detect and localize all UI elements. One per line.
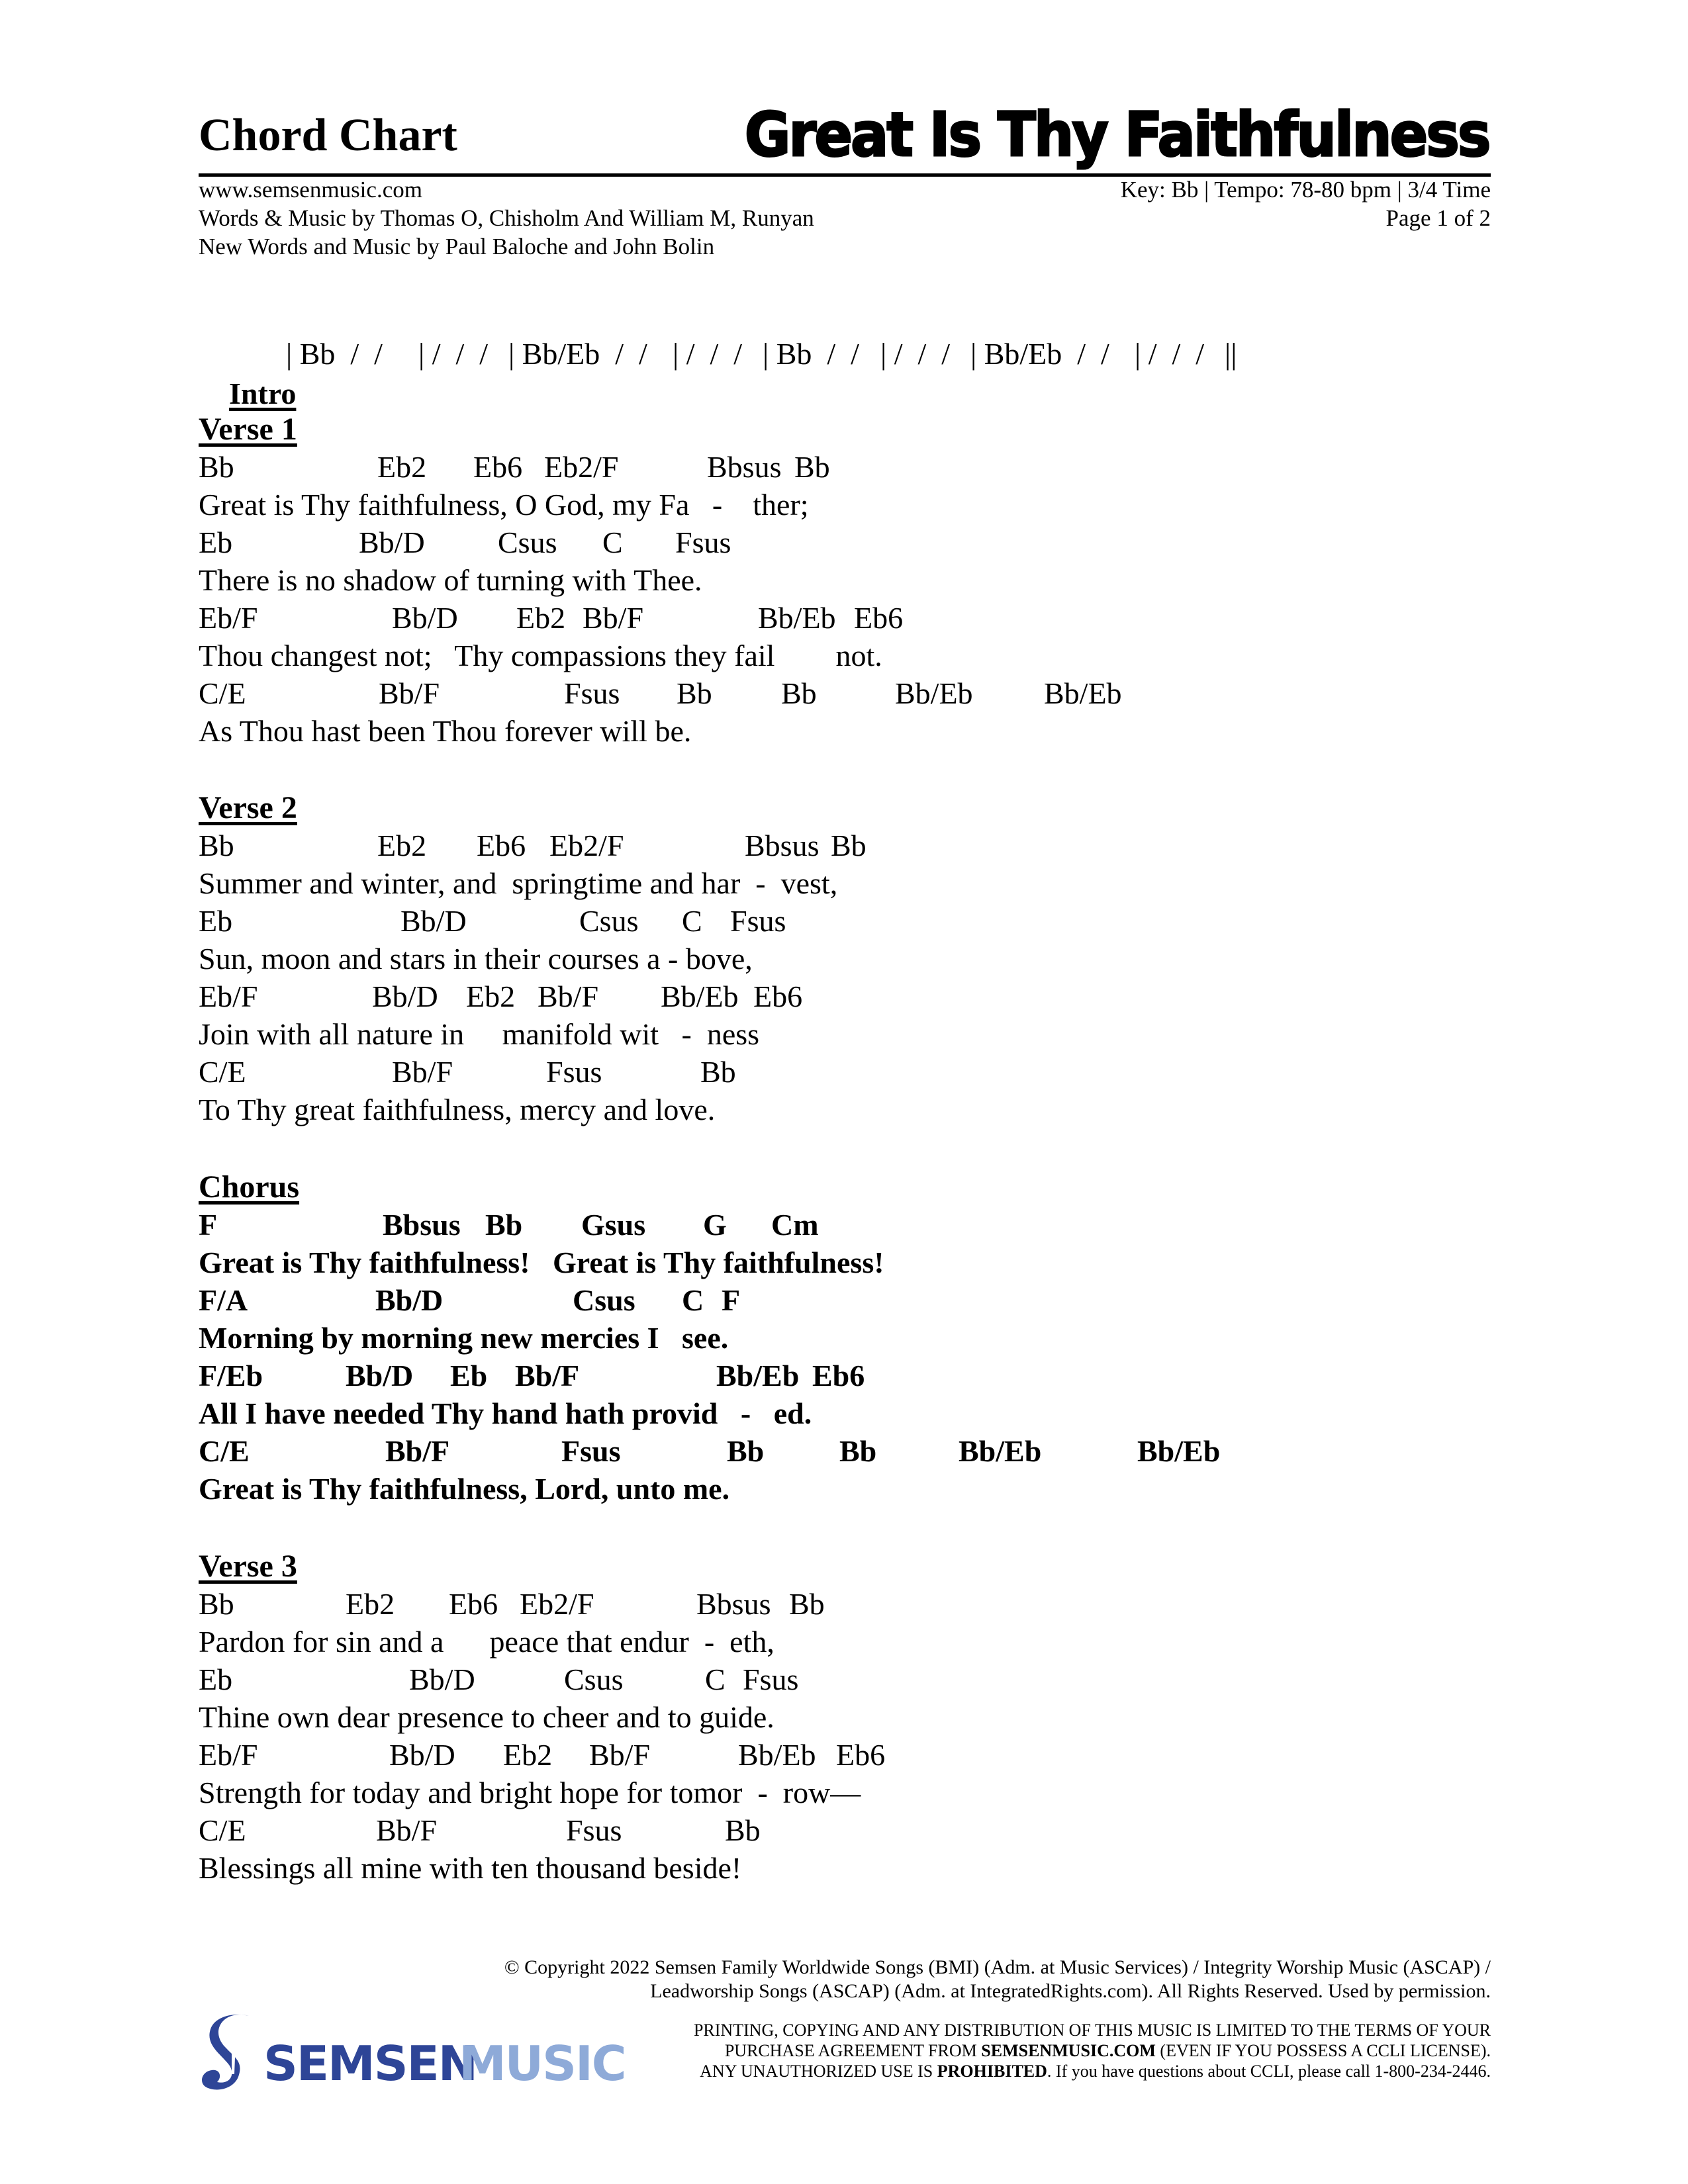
section-label: Verse 2 <box>199 790 297 825</box>
lyric-line: To Thy great faithfulness, mercy and love. <box>199 1093 716 1126</box>
chord: Fsus <box>561 1434 621 1468</box>
chord: Csus <box>498 525 557 559</box>
chord-row <box>199 1661 861 1698</box>
chord: Fsus <box>743 1662 799 1696</box>
lyric-line: There is no shadow of turning with Thee. <box>199 563 702 597</box>
chord: C <box>602 525 623 559</box>
chord: F <box>199 1208 218 1242</box>
chord: Bb/Eb <box>738 1738 816 1772</box>
chord: Csus <box>573 1283 635 1317</box>
chord: Eb6 <box>812 1359 865 1392</box>
chord: C <box>682 1283 704 1317</box>
chord: Bb/F <box>583 601 644 635</box>
lyric-line: Thine own dear presence to cheer and to guide. <box>199 1700 774 1734</box>
chord: Bb/Eb <box>1044 676 1122 710</box>
chord-row <box>199 1811 861 1849</box>
chord: Eb2 <box>346 1587 395 1621</box>
prohibited-emphasis: PROHIBITED <box>937 2062 1047 2081</box>
chord: Bbsus <box>383 1208 461 1242</box>
legal-line-3-text: ANY UNAUTHORIZED USE IS <box>700 2062 937 2081</box>
lyric-line: Blessings all mine with ten thousand beside! <box>199 1851 742 1885</box>
chord-row <box>199 902 837 940</box>
chord: Bb/Eb <box>1137 1434 1221 1468</box>
intro-measure: | Bb/Eb / / <box>970 337 1109 371</box>
legal-line-1: PRINTING, COPYING AND ANY DISTRIBUTION OF THIS MUSIC IS LIMITED TO THE TERMS OF YOUR <box>693 2021 1491 2040</box>
intro-measure: | / / / <box>880 337 951 371</box>
chord-row <box>199 1585 861 1623</box>
lyric-line: Great is Thy faithfulness, Lord, unto me. <box>199 1472 730 1506</box>
chord: Bb/D <box>409 1662 475 1696</box>
chord: Eb2/F <box>549 829 624 862</box>
key-tempo-time: Key: Bb | Tempo: 78-80 bpm | 3/4 Time <box>1120 177 1491 203</box>
chord-row <box>199 1281 884 1319</box>
chord: Eb6 <box>449 1587 498 1621</box>
chord: Fsus <box>730 904 786 938</box>
semsen-music-logo[interactable] <box>197 2011 626 2097</box>
section-label-intro: Intro <box>229 377 297 410</box>
legal-line-3-text-end: . If you have questions about CCLI, please call 1-800-234-2446. <box>1047 2062 1491 2081</box>
intro-measure: | Bb / / <box>763 337 859 371</box>
chord: Bb <box>727 1434 765 1468</box>
lyric-line: Morning by morning new mercies I see. <box>199 1321 729 1355</box>
chord: Gsus <box>581 1208 646 1242</box>
chord: Bb <box>831 829 867 862</box>
chord-row <box>199 827 867 864</box>
legal-line-2-text: PURCHASE AGREEMENT FROM <box>724 2041 982 2060</box>
chord: Bb <box>781 676 817 710</box>
chord-row <box>199 599 904 637</box>
chord: Eb <box>199 904 233 938</box>
chord: Eb <box>450 1359 488 1392</box>
section-verse-3 <box>199 1547 886 1887</box>
lyric-line: Join with all nature in manifold wit - ness <box>199 1017 760 1051</box>
chord: Bb/Eb <box>661 979 739 1013</box>
chord: Bb/F <box>589 1738 651 1772</box>
chord: Bbsus <box>696 1587 771 1621</box>
chord: Eb/F <box>199 979 258 1013</box>
website-link[interactable]: www.semsenmusic.com <box>199 177 422 203</box>
chord: Bb/Eb <box>758 601 836 635</box>
logo-word-semsen: SEMSEN <box>263 2036 477 2091</box>
intro-measure: | Bb / / <box>286 337 383 371</box>
chord: Bb <box>789 1587 825 1621</box>
semsenmusic-link[interactable]: SEMSENMUSIC.COM <box>981 2041 1156 2060</box>
chord: Bb/F <box>392 1055 453 1089</box>
legal-line-2-text-end: (EVEN IF YOU POSSESS A CCLI LICENSE). <box>1155 2041 1491 2060</box>
chord: Bb/D <box>392 601 458 635</box>
chord-row <box>199 674 1122 712</box>
chord: Bb <box>794 450 830 484</box>
chord: Bb <box>677 676 712 710</box>
chord: C <box>705 1662 726 1696</box>
chord: Eb2 <box>516 601 566 635</box>
chord: Eb2 <box>377 829 427 862</box>
legal-line-2 <box>694 2040 1491 2061</box>
chord: Bb <box>725 1813 761 1847</box>
chord: Eb <box>199 525 233 559</box>
chord: F/A <box>199 1283 248 1317</box>
chord: Cm <box>771 1208 819 1242</box>
chord: Bb/Eb <box>895 676 973 710</box>
chord: Eb6 <box>854 601 904 635</box>
lyric-line: Great is Thy faithfulness, O God, my Fa - ther; <box>199 488 809 522</box>
section-label: Verse 1 <box>199 412 297 447</box>
chord: Bb <box>199 450 234 484</box>
chord: Bb/F <box>515 1359 580 1392</box>
chord-row <box>199 1053 837 1091</box>
chord: Bb/D <box>346 1359 414 1392</box>
chord: F <box>722 1283 741 1317</box>
logo-word-music: MUSIC <box>459 2036 626 2091</box>
chord: Eb2/F <box>520 1587 594 1621</box>
header-meta-left <box>199 175 814 261</box>
chord: G <box>703 1208 727 1242</box>
chord-row <box>199 1357 884 1394</box>
copyright-line-2: Leadworship Songs (ASCAP) (Adm. at IntegratedRights.com). All Rights Reserved. Used by permission. <box>650 1980 1491 2002</box>
lyric-line: As Thou hast been Thou forever will be. <box>199 714 692 748</box>
chord: Eb2 <box>466 979 516 1013</box>
lyric-line: Great is Thy faithfulness! Great is Thy faithfulness! <box>199 1246 884 1279</box>
chord: Eb2 <box>503 1738 553 1772</box>
chord: Csus <box>564 1662 624 1696</box>
credits-line-1: Words & Music by Thomas O, Chisholm And William M, Runyan <box>199 205 814 231</box>
chord: Bb <box>485 1208 523 1242</box>
lyric-line: Sun, moon and stars in their courses a - bove, <box>199 942 753 976</box>
chord-row <box>199 978 837 1015</box>
chord: Eb6 <box>473 450 523 484</box>
chord: Fsus <box>675 525 731 559</box>
chord: C/E <box>199 1434 250 1468</box>
intro-measure: | / / / <box>1135 337 1205 371</box>
chord: Bb/D <box>372 979 438 1013</box>
chord: Eb6 <box>836 1738 886 1772</box>
lyric-line: Thou changest not; Thy compassions they fail not. <box>199 639 882 672</box>
chord: Bb/Eb <box>716 1359 800 1392</box>
chord: Bb/D <box>375 1283 444 1317</box>
chord: C/E <box>199 1055 246 1089</box>
chord: Eb6 <box>753 979 803 1013</box>
chord: C/E <box>199 676 246 710</box>
chord: Bbsus <box>707 450 782 484</box>
intro-measure: | / / / <box>673 337 743 371</box>
intro-measure: | Bb/Eb / / <box>508 337 647 371</box>
chord-row <box>199 1736 886 1774</box>
section-verse-1 <box>199 410 1122 750</box>
chord-row <box>199 448 882 486</box>
legal-line-3 <box>694 2061 1491 2081</box>
chord: Bb <box>839 1434 877 1468</box>
chord: Fsus <box>566 1813 622 1847</box>
chord: Bb <box>199 829 234 862</box>
doc-type-heading: Chord Chart <box>199 110 457 161</box>
lyric-line: Summer and winter, and springtime and har - vest, <box>199 866 838 900</box>
chord: Eb/F <box>199 1738 258 1772</box>
chord: Bb/D <box>389 1738 455 1772</box>
chord: Bb <box>700 1055 736 1089</box>
chord: Eb2/F <box>544 450 619 484</box>
chord: Bb/F <box>385 1434 450 1468</box>
credits-line-2: New Words and Music by Paul Baloche and John Bolin <box>199 234 715 259</box>
copyright-notice <box>504 1956 1491 2003</box>
chord: Fsus <box>546 1055 602 1089</box>
header-meta-right <box>1121 175 1491 232</box>
chord: Fsus <box>564 676 620 710</box>
chord: Csus <box>579 904 639 938</box>
lyric-line: Pardon for sin and a peace that endur - eth, <box>199 1625 774 1659</box>
intro-section <box>199 334 1237 410</box>
section-label: Chorus <box>199 1169 300 1205</box>
lyric-line: All I have needed Thy hand hath provid - ed. <box>199 1396 812 1430</box>
chord: Bb/F <box>538 979 599 1013</box>
section-chorus <box>199 1168 1221 1508</box>
chord: Eb/F <box>199 601 258 635</box>
section-verse-2 <box>199 789 867 1128</box>
chord: Bbsus <box>745 829 820 862</box>
chord: Eb <box>199 1662 233 1696</box>
chord-row <box>199 1432 1221 1470</box>
chord: C/E <box>199 1813 246 1847</box>
chord: Eb2 <box>377 450 427 484</box>
chord: Bb <box>199 1587 234 1621</box>
chord-row <box>199 1206 884 1244</box>
chord: Eb6 <box>477 829 526 862</box>
chord: Bb/D <box>359 525 425 559</box>
lyric-line: Strength for today and bright hope for tomor - row— <box>199 1776 861 1809</box>
intro-measure: || <box>1225 337 1237 371</box>
copyright-line-1: © Copyright 2022 Semsen Family Worldwide Songs (BMI) (Adm. at Music Services) / Integrity Worship Music (ASCAP) / <box>504 1956 1491 1978</box>
chord: Bb/Eb <box>959 1434 1042 1468</box>
section-label: Verse 3 <box>199 1549 297 1584</box>
chord: Bb/F <box>376 1813 438 1847</box>
chord: C <box>682 904 702 938</box>
chord: Bb/D <box>400 904 467 938</box>
chord: Bb/F <box>379 676 440 710</box>
legal-notice <box>694 2020 1491 2081</box>
chord-row <box>199 523 882 561</box>
song-title: Great Is Thy Faithfulness <box>745 99 1489 170</box>
intro-measure: | / / / <box>418 337 489 371</box>
chord: F/Eb <box>199 1359 263 1392</box>
page-indicator: Page 1 of 2 <box>1385 205 1491 231</box>
